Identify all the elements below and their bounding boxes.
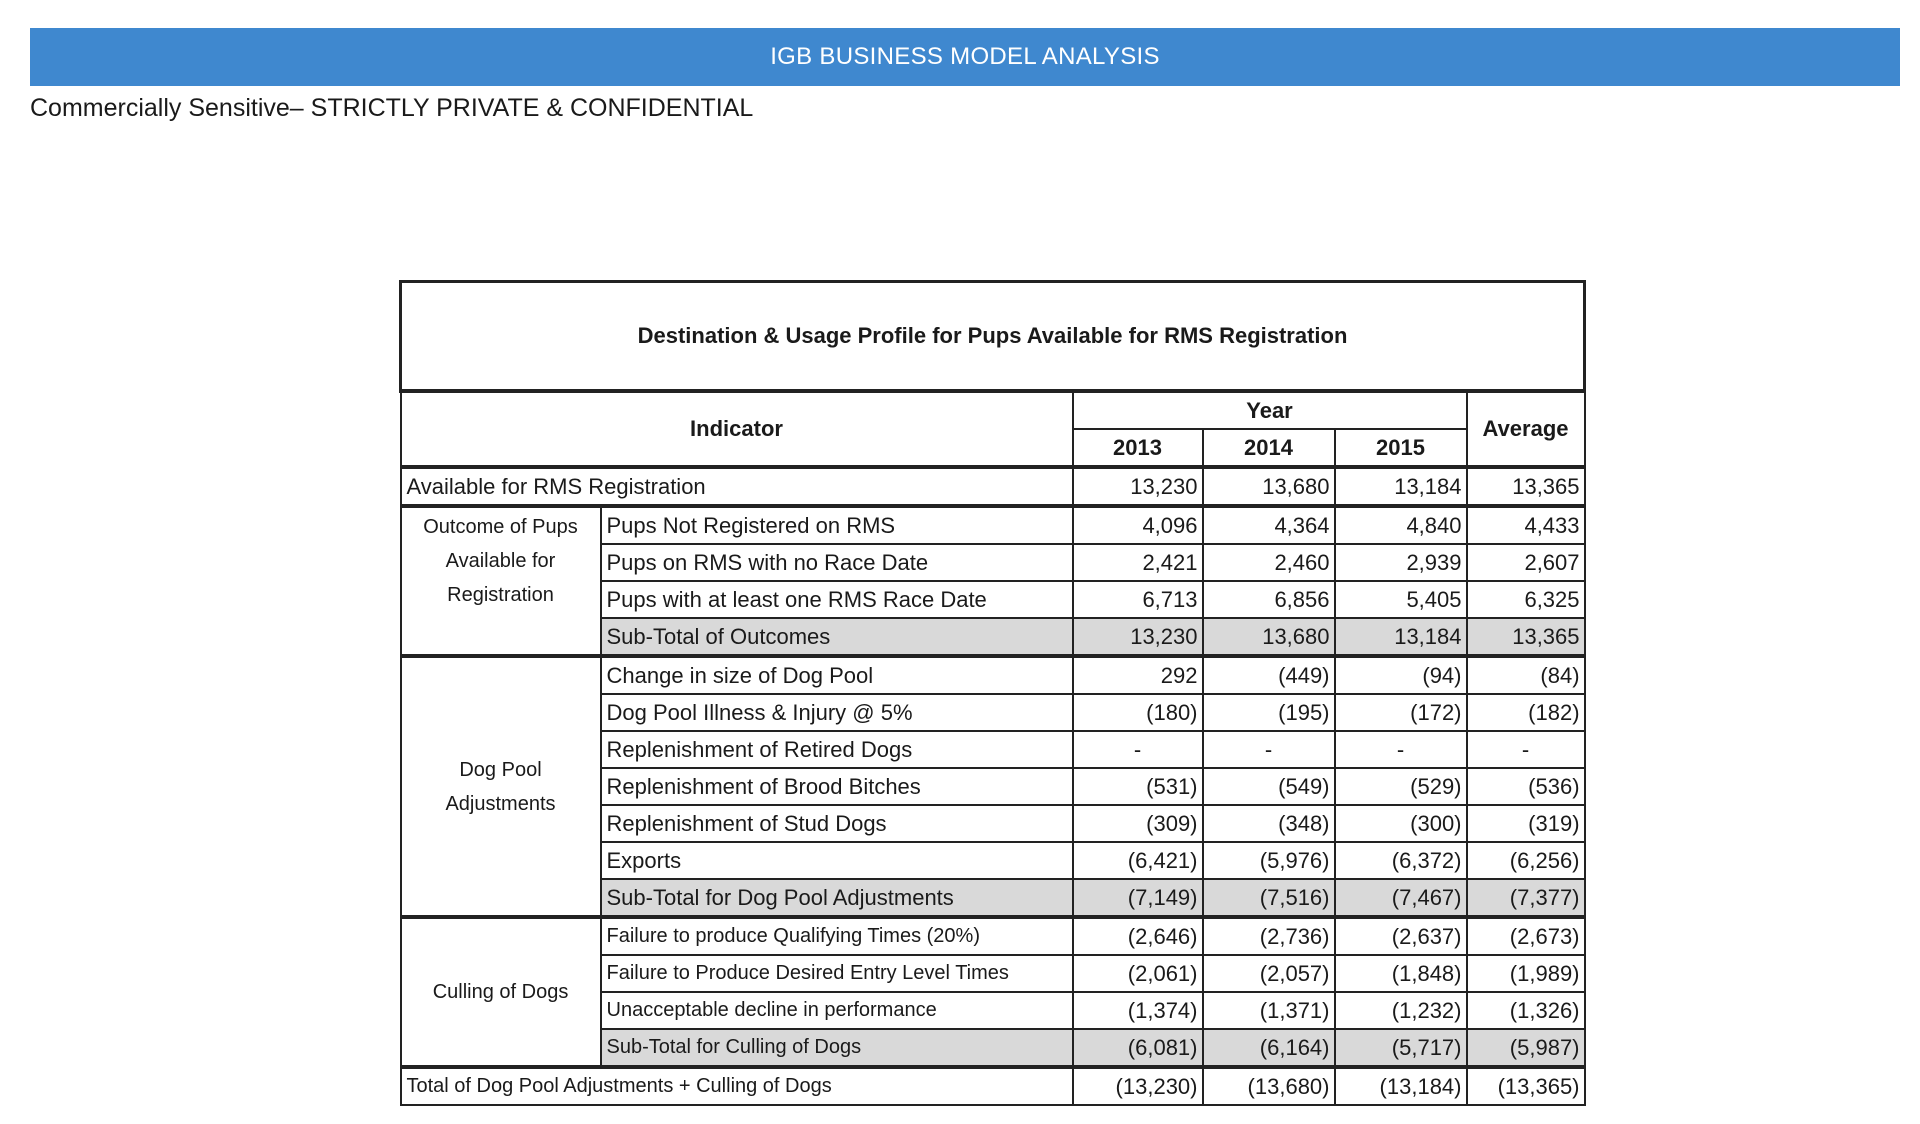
value-2013: (13,230) [1073,1067,1203,1105]
value-average: (319) [1467,805,1585,842]
value-2014: (2,736) [1203,917,1335,955]
value-2013: 13,230 [1073,467,1203,506]
value-average: (1,326) [1467,992,1585,1029]
value-2014: (449) [1203,656,1335,694]
row-label: Pups Not Registered on RMS [601,506,1073,544]
value-2015: (1,848) [1335,955,1467,992]
row-label: Replenishment of Brood Bitches [601,768,1073,805]
value-2014: (1,371) [1203,992,1335,1029]
total-row [401,1067,1585,1105]
value-2013: (2,646) [1073,917,1203,955]
value-2015: (529) [1335,768,1467,805]
value-2013: 292 [1073,656,1203,694]
group-label-dog-pool: Dog Pool Adjustments [401,656,601,917]
year-2015-header: 2015 [1335,429,1467,467]
value-2015: (7,467) [1335,879,1467,917]
table-row [401,506,1585,544]
confidentiality-notice: Commercially Sensitive– STRICTLY PRIVATE & CONFIDENTIAL [30,94,754,122]
value-2013: (2,061) [1073,955,1203,992]
value-average: (2,673) [1467,917,1585,955]
value-2015: (300) [1335,805,1467,842]
value-2014: (195) [1203,694,1335,731]
value-average: (84) [1467,656,1585,694]
row-label: Failure to Produce Desired Entry Level Times [601,955,1073,992]
value-average: 2,607 [1467,544,1585,581]
row-label: Exports [601,842,1073,879]
year-header: Year [1073,391,1467,429]
value-average: (7,377) [1467,879,1585,917]
indicator-header: Indicator [401,391,1073,467]
value-2014: (2,057) [1203,955,1335,992]
value-average: (536) [1467,768,1585,805]
value-2015: (94) [1335,656,1467,694]
value-2015: 5,405 [1335,581,1467,618]
value-2014: 13,680 [1203,467,1335,506]
value-2014: (5,976) [1203,842,1335,879]
value-2015: 2,939 [1335,544,1467,581]
value-2014: (7,516) [1203,879,1335,917]
value-average: (5,987) [1467,1029,1585,1067]
year-2014-header: 2014 [1203,429,1335,467]
value-average: (13,365) [1467,1067,1585,1105]
value-2015: 4,840 [1335,506,1467,544]
row-label: Pups with at least one RMS Race Date [601,581,1073,618]
value-average: 13,365 [1467,618,1585,656]
row-label: Total of Dog Pool Adjustments + Culling of Dogs [401,1067,1073,1105]
value-2015: (6,372) [1335,842,1467,879]
row-label: Available for RMS Registration [401,467,1073,506]
value-2013: 2,421 [1073,544,1203,581]
row-label: Sub-Total for Culling of Dogs [601,1029,1073,1067]
row-label: Sub-Total for Dog Pool Adjustments [601,879,1073,917]
value-2014: (549) [1203,768,1335,805]
value-2015: - [1335,731,1467,768]
value-average: (1,989) [1467,955,1585,992]
row-label: Replenishment of Retired Dogs [601,731,1073,768]
row-label: Dog Pool Illness & Injury @ 5% [601,694,1073,731]
value-2013: (6,421) [1073,842,1203,879]
value-2014: 13,680 [1203,618,1335,656]
table-title: Destination & Usage Profile for Pups Available for RMS Registration [401,282,1585,392]
value-2013: 13,230 [1073,618,1203,656]
value-2015: (5,717) [1335,1029,1467,1067]
value-2015: 13,184 [1335,618,1467,656]
value-2013: (1,374) [1073,992,1203,1029]
value-average: 6,325 [1467,581,1585,618]
row-label: Pups on RMS with no Race Date [601,544,1073,581]
value-2014: (6,164) [1203,1029,1335,1067]
report-banner [30,28,1900,86]
value-average: (182) [1467,694,1585,731]
value-2013: (7,149) [1073,879,1203,917]
destination-usage-table [399,280,1586,1106]
value-2013: 4,096 [1073,506,1203,544]
value-2014: 4,364 [1203,506,1335,544]
value-2015: (2,637) [1335,917,1467,955]
profile-table-container [399,280,1583,1106]
value-2014: 2,460 [1203,544,1335,581]
value-2013: - [1073,731,1203,768]
value-2013: (309) [1073,805,1203,842]
value-2015: (172) [1335,694,1467,731]
row-label: Failure to produce Qualifying Times (20%) [601,917,1073,955]
value-average: 13,365 [1467,467,1585,506]
table-row [401,917,1585,955]
value-average: 4,433 [1467,506,1585,544]
average-header: Average [1467,391,1585,467]
value-2013: (531) [1073,768,1203,805]
value-average: - [1467,731,1585,768]
value-2013: (6,081) [1073,1029,1203,1067]
row-label: Unacceptable decline in performance [601,992,1073,1029]
value-2014: (348) [1203,805,1335,842]
year-2013-header: 2013 [1073,429,1203,467]
value-2014: (13,680) [1203,1067,1335,1105]
value-2014: - [1203,731,1335,768]
value-2014: 6,856 [1203,581,1335,618]
value-2015: 13,184 [1335,467,1467,506]
row-label: Sub-Total of Outcomes [601,618,1073,656]
group-label-culling: Culling of Dogs [401,917,601,1067]
value-2015: (1,232) [1335,992,1467,1029]
banner-title: IGB BUSINESS MODEL ANALYSIS [770,43,1160,70]
value-2013: (180) [1073,694,1203,731]
value-2015: (13,184) [1335,1067,1467,1105]
value-2013: 6,713 [1073,581,1203,618]
value-average: (6,256) [1467,842,1585,879]
row-label: Replenishment of Stud Dogs [601,805,1073,842]
row-label: Change in size of Dog Pool [601,656,1073,694]
available-row [401,467,1585,506]
table-row [401,656,1585,694]
group-label-outcome: Outcome of Pups Available for Registration [401,506,601,656]
